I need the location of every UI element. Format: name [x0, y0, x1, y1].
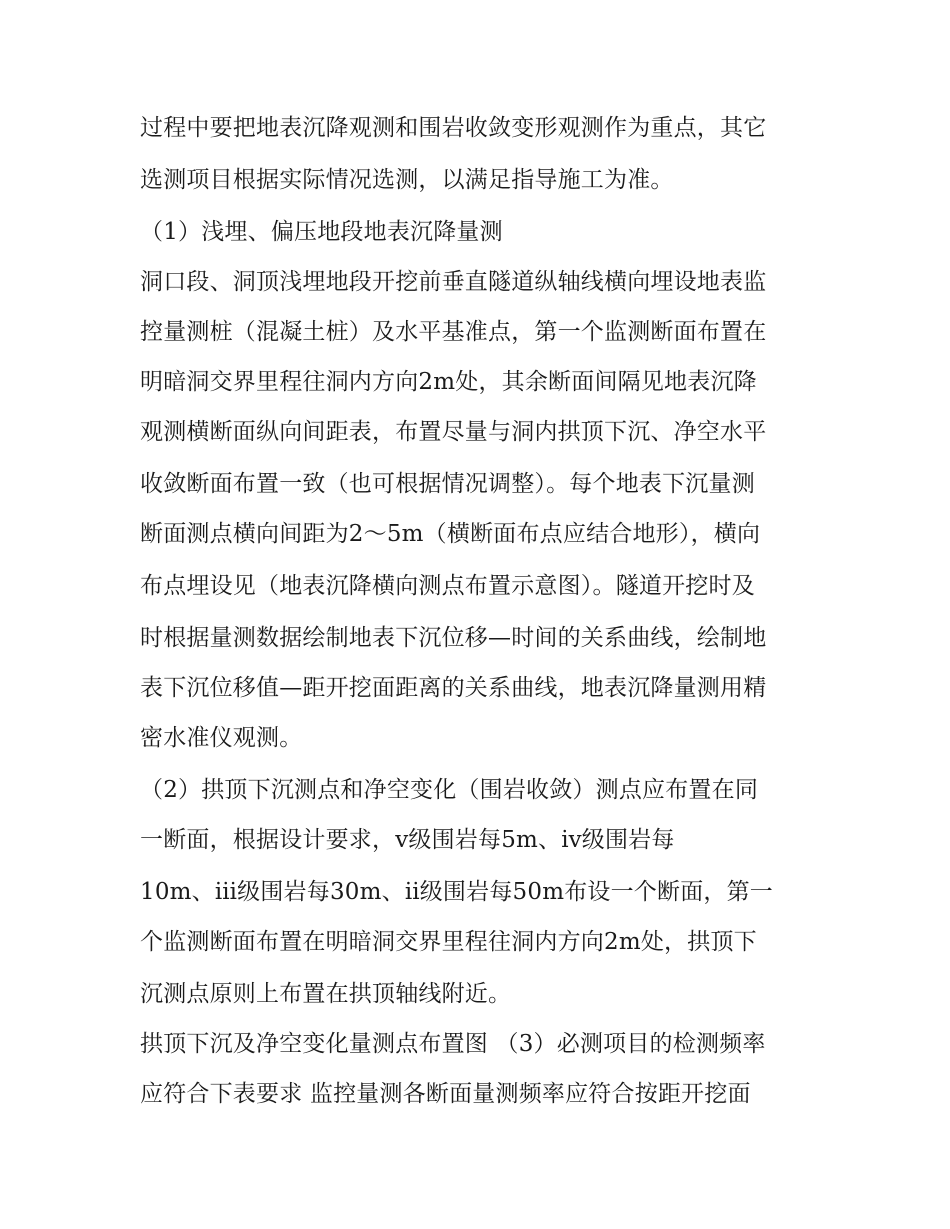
text-line: 表下沉位移值—距开挖面距离的关系曲线，地表沉降量测用精: [140, 675, 767, 701]
text-line: 拱顶下沉及净空变化量测点布置图 （3）必测项目的检测频率: [140, 1031, 766, 1057]
text-line: 10m、ⅲ级围岩每30m、ⅱ级围岩每50m布设一个断面，第一: [140, 879, 774, 905]
text-line: 控量测桩（混凝土桩）及水平基准点，第一个监测断面布置在: [140, 319, 767, 345]
text-line: 过程中要把地表沉降观测和围岩收敛变形观测作为重点，其它: [140, 115, 767, 141]
text-line: 个监测断面布置在明暗洞交界里程往洞内方向2m处，拱顶下: [140, 929, 757, 955]
section-heading: （2）拱顶下沉测点和净空变化（围岩收敛）测点应布置在同: [140, 777, 759, 803]
text-line: 断面测点横向间距为2～5m（横断面布点应结合地形），横向: [140, 521, 761, 547]
text-line: 沉测点原则上布置在拱顶轴线附近。: [140, 981, 512, 1007]
text-line: 密水准仪观测。: [140, 725, 303, 751]
section-heading: （1）浅埋、偏压地段地表沉降量测: [140, 219, 503, 245]
text-line: 布点埋设见（地表沉降横向测点布置示意图）。隧道开挖时及: [140, 573, 755, 599]
text-line: 明暗洞交界里程往洞内方向2m处，其余断面间隔见地表沉降: [140, 369, 757, 395]
text-line: 观测横断面纵向间距表，布置尽量与洞内拱顶下沉、净空水平: [140, 419, 767, 445]
text-line: 一断面，根据设计要求，ⅴ级围岩每5m、ⅳ级围岩每: [140, 827, 675, 853]
text-line: 洞口段、洞顶浅埋地段开挖前垂直隧道纵轴线横向埋设地表监: [140, 269, 767, 295]
text-line: 应符合下表要求 监控量测各断面量测频率应符合按距开挖面: [140, 1081, 751, 1107]
text-line: 收敛断面布置一致（也可根据情况调整）。每个地表下沉量测: [140, 471, 755, 497]
text-line: 选测项目根据实际情况选测，以满足指导施工为准。: [140, 167, 674, 193]
text-line: 时根据量测数据绘制地表下沉位移—时间的关系曲线，绘制地: [140, 625, 767, 651]
